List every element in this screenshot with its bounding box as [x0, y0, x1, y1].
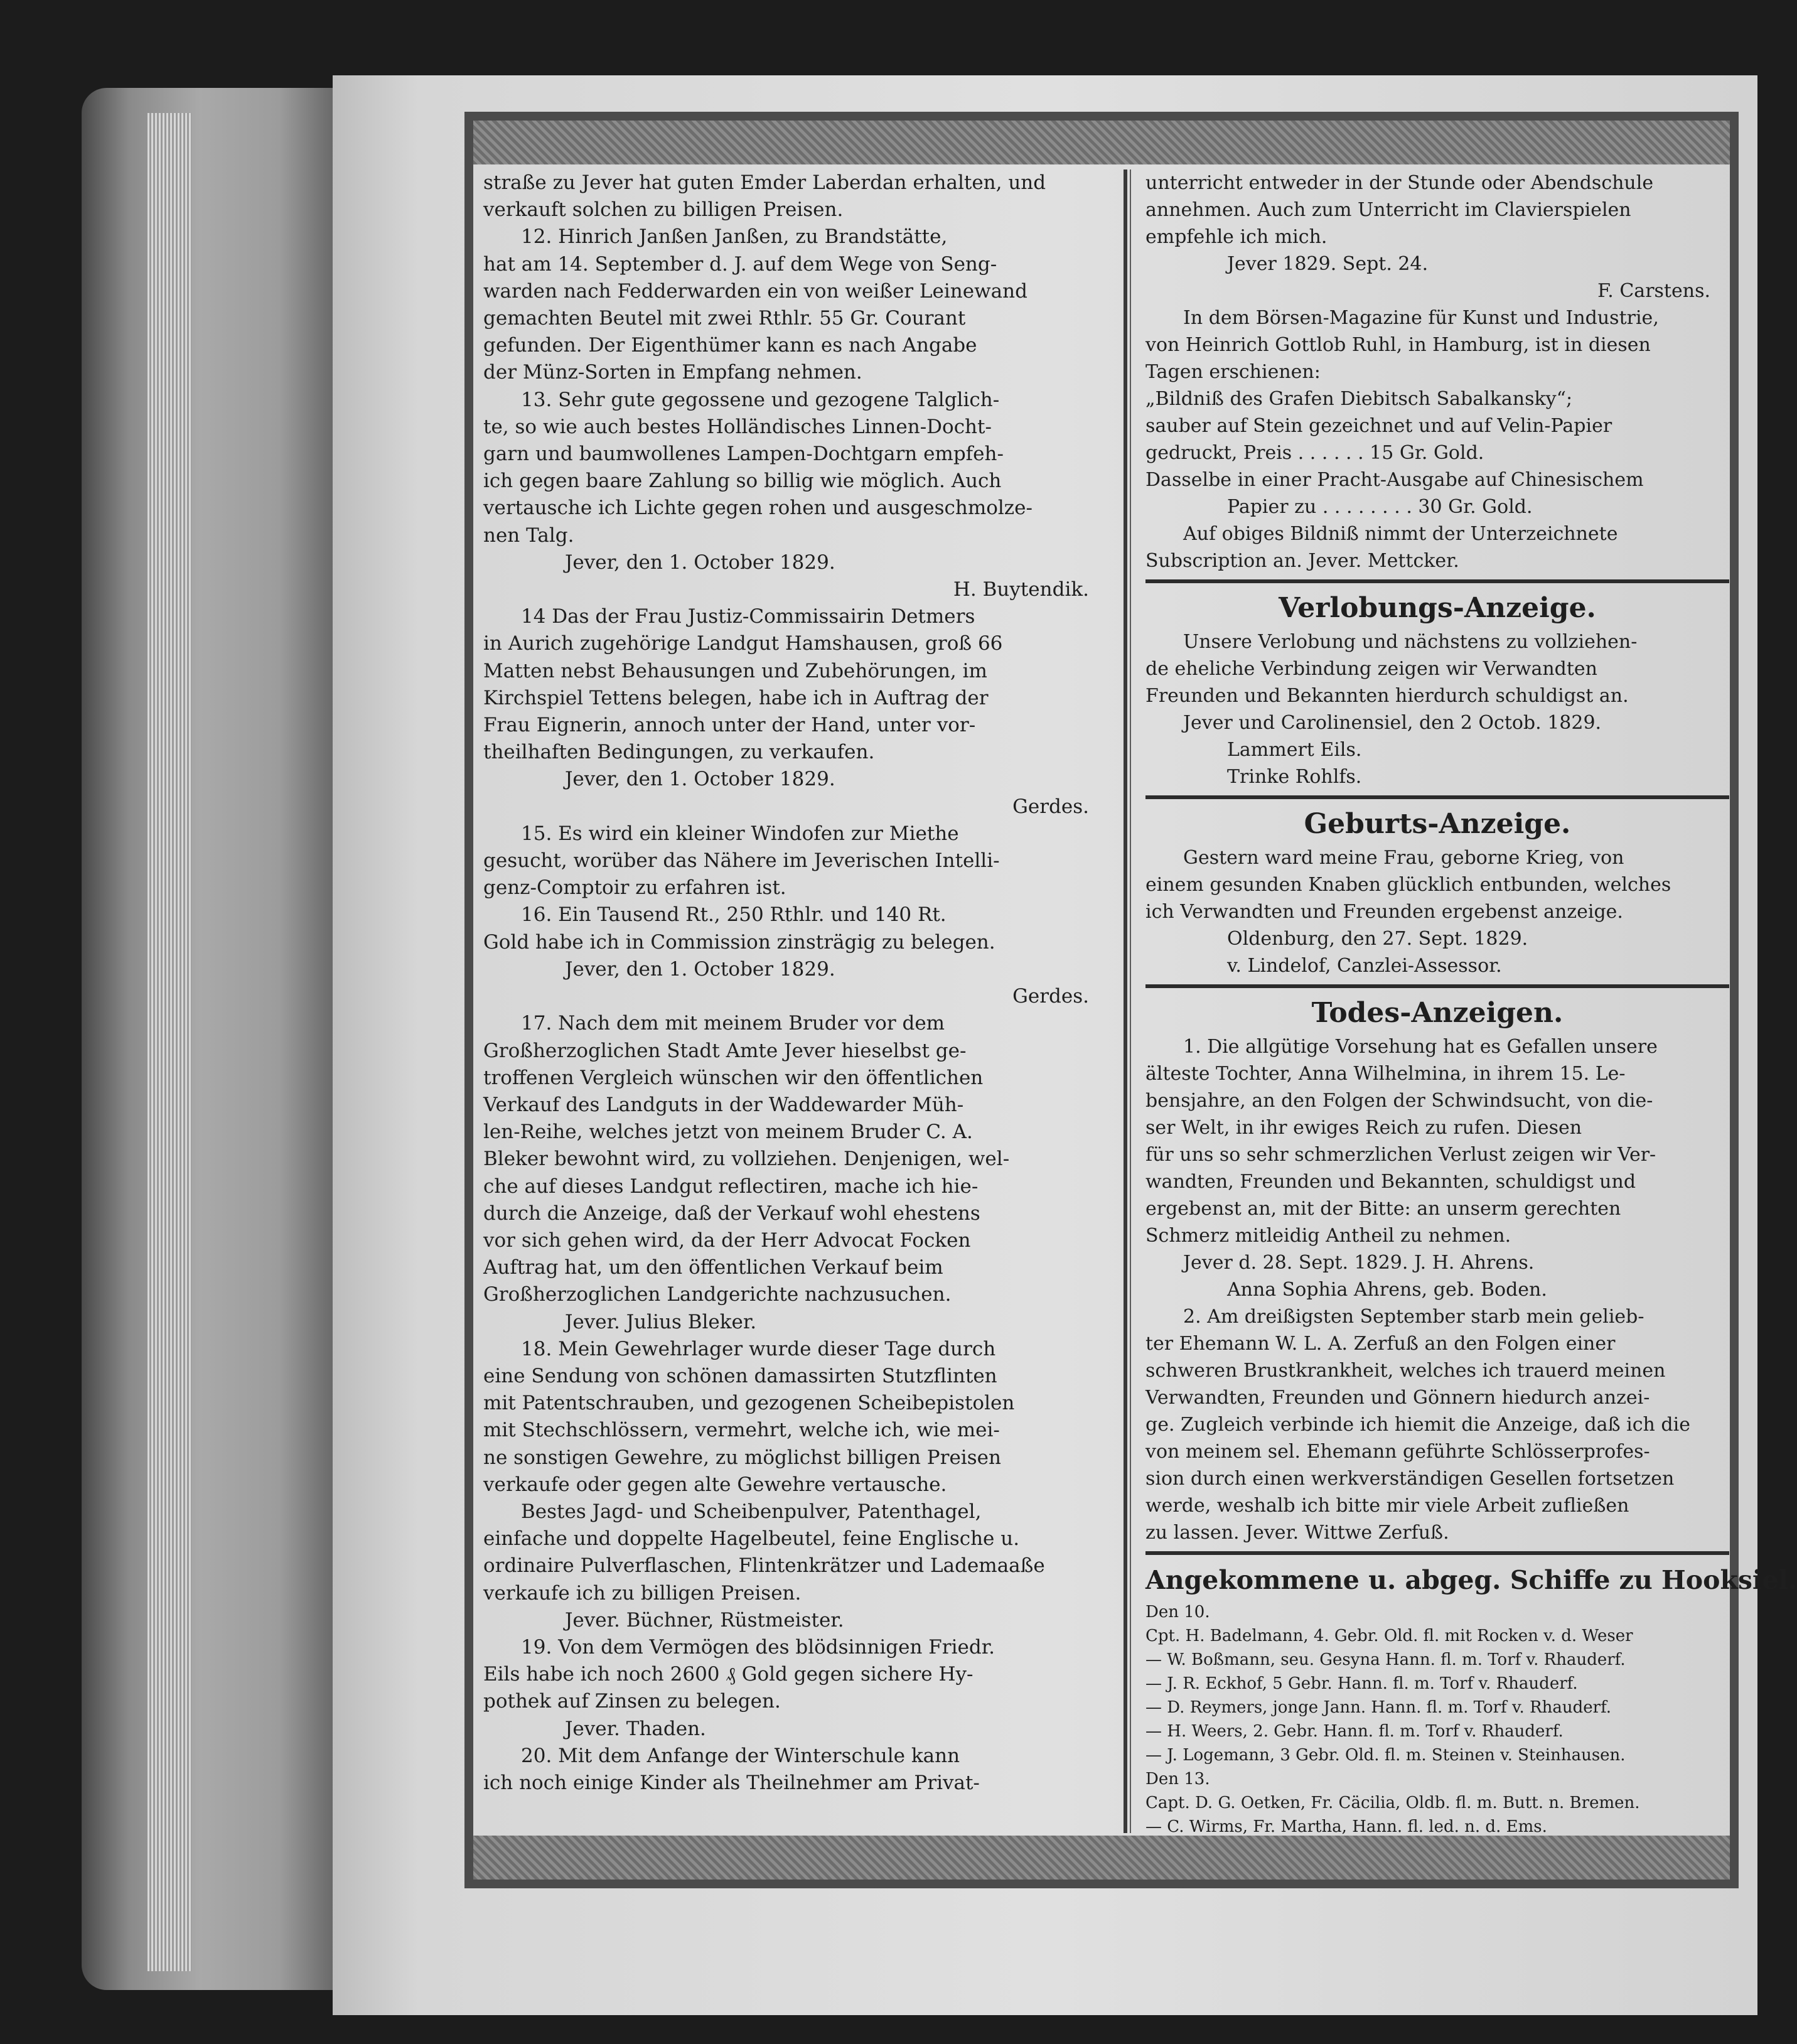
text-line: ge. Zugleich verbinde ich hiemit die Anzeige, daß ich die	[1145, 1414, 1690, 1436]
text-line: Auf obiges Bildniß nimmt der Unterzeichnete	[1183, 523, 1618, 545]
text-line: warden nach Fedderwarden ein von weißer Leinewand	[483, 279, 1027, 303]
book-spine	[82, 88, 345, 1990]
text-line: eine Sendung von schönen damassirten Stutzflinten	[483, 1364, 997, 1387]
text-line: gemachten Beutel mit zwei Rthlr. 55 Gr. Courant	[483, 307, 966, 330]
schiffe-heading: Angekommene u. abgeg. Schiffe zu Hooksiel.	[1145, 1565, 1797, 1595]
text-line: Jever d. 28. Sept. 1829. J. H. Ahrens.	[1183, 1252, 1535, 1274]
text-line: garn und baumwollenes Lampen-Dochtgarn empfeh-	[483, 443, 1004, 466]
text-line: Trinke Rohlfs.	[1227, 766, 1362, 788]
text-line: F. Carstens.	[1597, 280, 1710, 302]
text-line: ser Welt, in ihr ewiges Reich zu rufen. Diesen	[1145, 1117, 1582, 1139]
text-line: von Heinrich Gottlob Ruhl, in Hamburg, ist in diesen	[1145, 334, 1651, 356]
text-line: schweren Brustkrankheit, welches ich trauerd meinen	[1145, 1360, 1666, 1382]
text-line: mit Stechschlössern, vermehrt, welche ich, wie mei-	[483, 1419, 1000, 1442]
text-line: von meinem sel. Ehemann geführte Schlösserprofes-	[1145, 1441, 1650, 1463]
text-line: 19. Von dem Vermögen des blödsinnigen Friedr.	[521, 1635, 995, 1659]
text-line: 20. Mit dem Anfange der Winterschule kann	[521, 1744, 960, 1767]
text-line: bensjahre, an den Folgen der Schwindsucht, von die-	[1145, 1090, 1653, 1112]
text-line: — J. Logemann, 3 Gebr. Old. fl. m. Steinen v. Steinhausen.	[1145, 1746, 1626, 1765]
text-line: gesucht, worüber das Nähere im Jeverischen Intelli-	[483, 849, 1000, 873]
geburt-notice	[1145, 844, 1729, 979]
text-line: gefunden. Der Eigenthümer kann es nach Angabe	[483, 334, 977, 357]
text-line: Cpt. H. Badelmann, 4. Gebr. Old. fl. mit Rocken v. d. Weser	[1145, 1627, 1633, 1645]
text-line: Lammert Eils.	[1227, 739, 1362, 761]
text-line: Anna Sophia Ahrens, geb. Boden.	[1227, 1279, 1547, 1301]
text-line: vor sich gehen wird, da der Herr Advocat Focken	[483, 1229, 971, 1252]
text-line: annehmen. Auch zum Unterricht im Clavierspielen	[1145, 199, 1631, 221]
text-line: unterricht entweder in der Stunde oder Abendschule	[1145, 172, 1654, 194]
text-line: Gold habe ich in Commission zinsträgig zu belegen.	[483, 930, 995, 954]
text-line: Jever, den 1. October 1829.	[565, 957, 835, 981]
text-line: ordinaire Pulverflaschen, Flintenkrätzer und Lademaaße	[483, 1554, 1045, 1578]
text-line: der Münz-Sorten in Empfang nehmen.	[483, 361, 862, 384]
text-line: te, so wie auch bestes Holländisches Linnen-Docht-	[483, 415, 992, 438]
text-line: sion durch einen werkverständigen Gesellen fortsetzen	[1145, 1468, 1675, 1490]
text-line: Auftrag hat, um den öffentlichen Verkauf beim	[483, 1256, 943, 1279]
text-line: Gerdes.	[1012, 795, 1089, 818]
text-line: — J. R. Eckhof, 5 Gebr. Hann. fl. m. Torf v. Rhauderf.	[1145, 1674, 1578, 1693]
text-line: — D. Reymers, jonge Jann. Hann. fl. m. Torf v. Rhauderf.	[1145, 1698, 1612, 1717]
text-line: einem gesunden Knaben glücklich entbunden, welches	[1145, 874, 1671, 896]
text-line: — H. Weers, 2. Gebr. Hann. fl. m. Torf v. Rhauderf.	[1145, 1722, 1564, 1741]
text-line: de eheliche Verbindung zeigen wir Verwandten	[1145, 658, 1597, 680]
todes-heading: Todes-Anzeigen.	[1311, 997, 1564, 1029]
text-line: verkauft solchen zu billigen Preisen.	[483, 198, 844, 222]
text-line: — C. Wirms, Fr. Martha, Hann. fl. led. n. d. Ems.	[1145, 1817, 1547, 1836]
text-line: len-Reihe, welches jetzt von meinem Bruder C. A.	[483, 1121, 973, 1144]
text-line: Großherzoglichen Landgerichte nachzusuchen.	[483, 1283, 952, 1306]
column-divider	[1124, 169, 1127, 1833]
text-line: älteste Tochter, Anna Wilhelmina, in ihrem 15. Le-	[1145, 1063, 1626, 1085]
notices-continued	[1145, 169, 1729, 574]
text-line: „Bildniß des Grafen Diebitsch Sabalkansky“;	[1145, 388, 1573, 410]
text-line: Gerdes.	[1012, 985, 1089, 1008]
todes-notices	[1145, 1033, 1729, 1546]
text-line: In dem Börsen-Magazine für Kunst und Industrie,	[1183, 307, 1659, 329]
text-line: Eils habe ich noch 2600 ₰ Gold gegen sichere Hy-	[483, 1663, 974, 1686]
text-line: Frau Eignerin, annoch unter der Hand, unter vor-	[483, 714, 976, 737]
text-line: Freunden und Bekannten hierdurch schuldigst an.	[1145, 685, 1629, 707]
text-line: mit Patentschrauben, und gezogenen Scheibepistolen	[483, 1392, 1015, 1415]
text-line: durch die Anzeige, daß der Verkauf wohl ehestens	[483, 1202, 980, 1225]
text-line: v. Lindelof, Canzlei-Assessor.	[1227, 955, 1502, 977]
text-line: Subscription an. Jever. Mettcker.	[1145, 550, 1459, 572]
text-line: H. Buytendik.	[953, 578, 1089, 601]
text-line: Jever, den 1. October 1829.	[565, 768, 835, 791]
text-line: gedruckt, Preis . . . . . . 15 Gr. Gold.	[1145, 442, 1484, 464]
top-ornament-band	[473, 121, 1730, 164]
text-line: 12. Hinrich Janßen Janßen, zu Brandstätte,	[521, 225, 948, 249]
text-line: Unsere Verlobung und nächstens zu vollziehen-	[1183, 631, 1638, 653]
left-column	[483, 169, 1108, 1833]
text-line: 18. Mein Gewehrlager wurde dieser Tage durch	[521, 1337, 996, 1360]
text-line: Oldenburg, den 27. Sept. 1829.	[1227, 928, 1528, 950]
text-line: in Aurich zugehörige Landgut Hamshausen, groß 66	[483, 632, 1003, 655]
column-divider-inner	[1130, 169, 1131, 1833]
geburt-heading: Geburts-Anzeige.	[1304, 808, 1571, 840]
text-line: empfehle ich mich.	[1145, 226, 1328, 248]
text-line: ter Ehemann W. L. A. Zerfuß an den Folgen einer	[1145, 1333, 1616, 1355]
text-line: 16. Ein Tausend Rt., 250 Rthlr. und 140 Rt.	[521, 903, 947, 927]
verlobung-heading: Verlobungs-Anzeige.	[1279, 592, 1596, 624]
text-line: 1. Die allgütige Vorsehung hat es Gefallen unsere	[1183, 1036, 1658, 1058]
right-column	[1145, 169, 1797, 1836]
text-line: Capt. D. G. Oetken, Fr. Cäcilia, Oldb. fl. m. Butt. n. Bremen.	[1145, 1794, 1640, 1812]
text-line: sauber auf Stein gezeichnet und auf Velin-Papier	[1145, 415, 1612, 437]
text-line: 13. Sehr gute gegossene und gezogene Talglich-	[521, 388, 1000, 411]
page-edges	[148, 113, 191, 1971]
text-line: troffenen Vergleich wünschen wir den öffentlichen	[483, 1066, 984, 1089]
text-line: Jever, den 1. October 1829.	[565, 551, 835, 574]
section-rule	[1145, 984, 1729, 988]
text-line: pothek auf Zinsen zu belegen.	[483, 1690, 781, 1713]
text-line: Den 13.	[1145, 1770, 1210, 1788]
text-line: Jever. Thaden.	[565, 1717, 706, 1740]
text-line: Jever und Carolinensiel, den 2 Octob. 1829.	[1183, 712, 1602, 734]
text-line: 15. Es wird ein kleiner Windofen zur Miethe	[521, 822, 959, 845]
text-line: Jever. Büchner, Rüstmeister.	[565, 1608, 844, 1632]
text-line: Den 10.	[1145, 1603, 1210, 1622]
text-line: ich noch einige Kinder als Theilnehmer am Privat-	[483, 1771, 980, 1794]
text-line: verkaufe ich zu billigen Preisen.	[483, 1581, 802, 1605]
text-line: ich gegen baare Zahlung so billig wie möglich. Auch	[483, 470, 1002, 493]
text-line: hat am 14. September d. J. auf dem Wege von Seng-	[483, 252, 997, 276]
text-line: nen Talg.	[483, 524, 574, 547]
text-line: 2. Am dreißigsten September starb mein gelieb-	[1183, 1306, 1644, 1328]
text-line: Gestern ward meine Frau, geborne Krieg, von	[1183, 847, 1624, 869]
text-line: che auf dieses Landgut reflectiren, mache ich hie-	[483, 1175, 979, 1198]
text-line: Großherzoglichen Stadt Amte Jever hieselbst ge-	[483, 1039, 967, 1062]
text-line: — W. Boßmann, seu. Gesyna Hann. fl. m. Torf v. Rhauderf.	[1145, 1650, 1626, 1669]
bottom-ornament-band	[473, 1836, 1730, 1880]
section-rule	[1145, 579, 1729, 583]
text-line: 14 Das der Frau Justiz-Commissairin Detmers	[521, 605, 975, 628]
schiffe-list	[1145, 1600, 1729, 1839]
section-rule	[1145, 795, 1729, 799]
text-line: Kirchspiel Tettens belegen, habe ich in Auftrag der	[483, 686, 989, 709]
text-line: vertausche ich Lichte gegen rohen und ausgeschmolze-	[483, 497, 1033, 520]
text-line: verkaufe oder gegen alte Gewehre vertausche.	[483, 1473, 947, 1496]
text-line: Matten nebst Behausungen und Zubehörungen, im	[483, 659, 987, 682]
text-line: straße zu Jever hat guten Emder Laberdan erhalten, und	[483, 171, 1046, 194]
text-line: Tagen erschienen:	[1145, 361, 1321, 383]
text-line: Verwandten, Freunden und Gönnern hiedurch anzei-	[1145, 1387, 1650, 1409]
text-line: wandten, Freunden und Bekannten, schuldigst und	[1145, 1171, 1636, 1193]
text-line: ich Verwandten und Freunden ergebenst anzeige.	[1145, 901, 1623, 923]
text-line: werde, weshalb ich bitte mir viele Arbeit zufließen	[1145, 1495, 1629, 1517]
text-line: Bestes Jagd- und Scheibenpulver, Patenthagel,	[521, 1500, 982, 1523]
text-line: ergebenst an, mit der Bitte: an unserm gerechten	[1145, 1198, 1621, 1220]
text-line: 17. Nach dem mit meinem Bruder vor dem	[521, 1012, 945, 1035]
text-line: Jever. Julius Bleker.	[565, 1310, 757, 1333]
section-rule	[1145, 1551, 1729, 1555]
text-line: genz-Comptoir zu erfahren ist.	[483, 876, 786, 900]
text-line: einfache und doppelte Hagelbeutel, feine Englische u.	[483, 1527, 1020, 1551]
text-line: Jever 1829. Sept. 24.	[1227, 253, 1429, 275]
text-line: theilhaften Bedingungen, zu verkaufen.	[483, 741, 875, 764]
text-line: Verkauf des Landguts in der Waddewarder Müh-	[483, 1093, 964, 1116]
text-line: Bleker bewohnt wird, zu vollziehen. Denjenigen, wel-	[483, 1148, 1010, 1171]
text-line: für uns so sehr schmerzlichen Verlust zeigen wir Ver-	[1145, 1144, 1656, 1166]
text-line: ne sonstigen Gewehre, zu möglichst billigen Preisen	[483, 1446, 1001, 1469]
text-line: Papier zu . . . . . . . . 30 Gr. Gold.	[1227, 496, 1533, 518]
text-line: Schmerz mitleidig Antheil zu nehmen.	[1145, 1225, 1511, 1247]
verlobung-notice	[1145, 628, 1729, 790]
text-line: zu lassen. Jever. Wittwe Zerfuß.	[1145, 1522, 1449, 1544]
text-line: Dasselbe in einer Pracht-Ausgabe auf Chinesischem	[1145, 469, 1644, 491]
